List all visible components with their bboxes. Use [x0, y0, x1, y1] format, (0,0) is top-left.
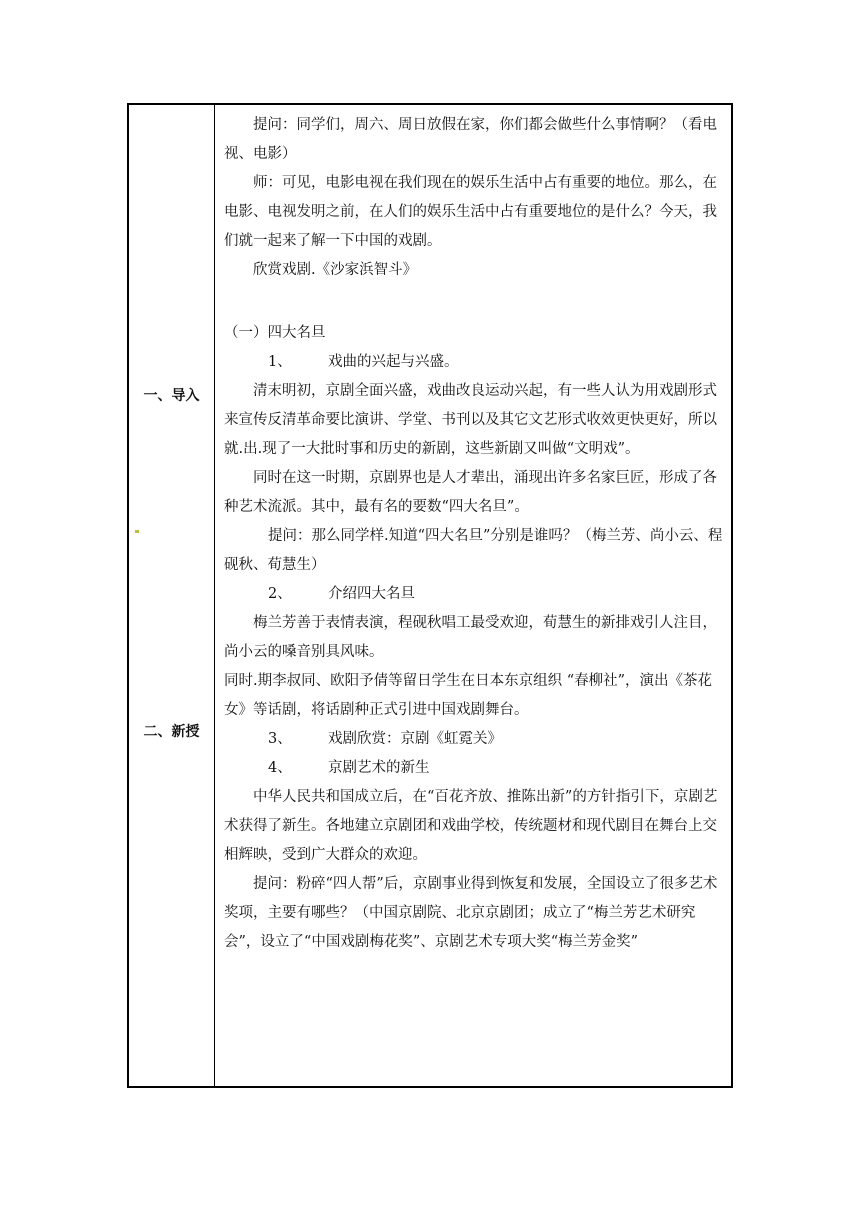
sub-heading-four-dan: （一）四大名旦: [224, 325, 326, 341]
list-item-2-text: 介绍四大名旦: [328, 586, 415, 602]
list-item-1-number: 1、: [268, 354, 292, 370]
list-item-3-text: 戏剧欣赏：京剧《虹霓关》: [328, 731, 502, 747]
paragraph-four-dan-styles: 梅兰芳善于表情表演，程砚秋唱工最受欢迎，荀慧生的新排戏引人注目，尚小云的嗓音别具风味。: [224, 615, 717, 660]
paragraph-spring-willow: 同时.期李叔同、欧阳予倩等留日学生在日本东京组织 “春柳社”，演出《茶花女》等话剧，将话剧种正式引进中国戏剧舞台。: [224, 673, 713, 718]
paragraph-question-four-dan: 提问：那么同学样.知道“四大名旦”分别是谁吗？（梅兰芳、尚小云、程砚秋、荀慧生）: [224, 528, 723, 573]
paragraph-appreciation: 欣赏戏剧.《沙家浜智斗》: [253, 262, 418, 278]
section-label-new: 二、新授: [143, 724, 200, 740]
list-item-4: [224, 754, 724, 783]
paragraph-new-life: 中华人民共和国成立后，在“百花齐放、推陈出新”的方针指引下，京剧艺术获得了新生。各地建立京剧团和戏曲学校，传统题材和现代剧目在舞台上交相辉映，受到广大群众的欢迎。: [224, 789, 718, 863]
lesson-content: [224, 111, 724, 957]
list-item-3: [224, 725, 724, 754]
column-divider: [214, 105, 215, 1086]
list-item-4-number: 4、: [268, 760, 292, 776]
paragraph-question-awards: 提问：粉碎“四人帮”后，京剧事业得到恢复和发展，全国设立了很多艺术奖项，主要有哪些？（中国京剧院、北京京剧团；成立了“梅兰芳艺术研究会”，设立了“中国戏剧梅花奖”、京剧艺术专项大奖“梅兰芳金奖”: [224, 876, 718, 950]
spacer: [224, 285, 724, 319]
paragraph-teacher-intro: 师：可见，电影电视在我们现在的娱乐生活中占有重要的地位。那么，在电影、电视发明之前，在人们的娱乐生活中占有重要地位的是什么？今天，我们就一起来了解一下中国的戏剧。: [224, 175, 717, 249]
section-label-intro: 一、导入: [143, 388, 200, 404]
lesson-table: [127, 103, 733, 1088]
paragraph-rise: 清末明初，京剧全面兴盛，戏曲改良运动兴起，有一些人认为用戏剧形式来宣传反清革命要比演讲、学堂、书刊以及其它文艺形式收效更快更好，所以就.出.现了一大批时事和历史的新剧，这些新剧又叫做“文明戏”。: [224, 383, 717, 457]
list-item-1-text: 戏曲的兴起与兴盛。: [328, 354, 459, 370]
paragraph-question-weekend: 提问：同学们，周六、周日放假在家，你们都会做些什么事情啊？（看电视、电影）: [224, 117, 717, 162]
list-item-2-number: 2、: [268, 586, 292, 602]
list-item-1: [224, 348, 724, 377]
list-item-3-number: 3、: [268, 731, 292, 747]
margin-mark: [135, 530, 139, 533]
paragraph-talents: 同时在这一时期，京剧界也是人才辈出，涌现出许多名家巨匠，形成了各种艺术流派。其中，最有名的要数“四大名旦”。: [224, 470, 717, 515]
list-item-4-text: 京剧艺术的新生: [328, 760, 430, 776]
list-item-2: [224, 580, 724, 609]
